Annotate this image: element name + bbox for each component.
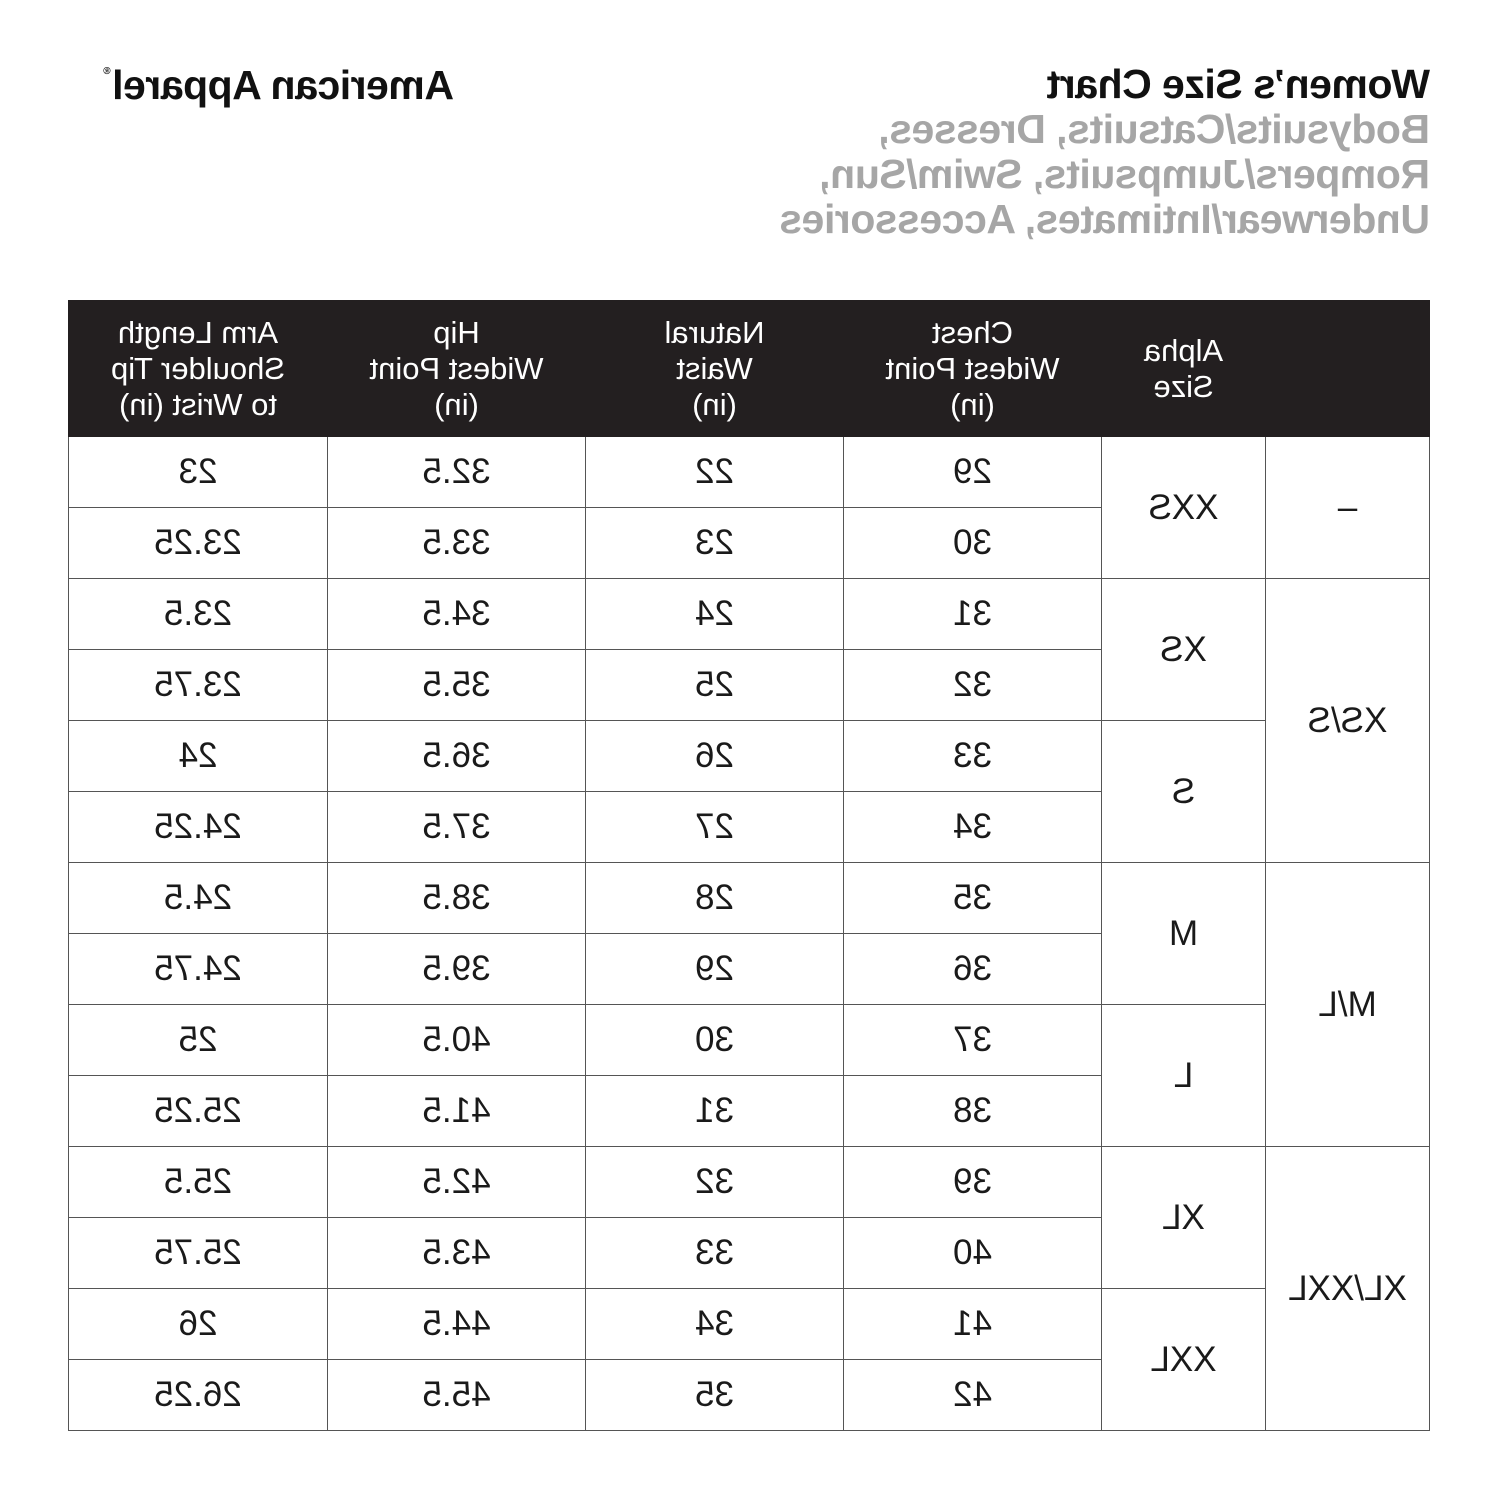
waist-cell: 29 xyxy=(586,934,844,1005)
hip-cell: 35.5 xyxy=(328,650,586,721)
waist-cell: 22 xyxy=(586,437,844,508)
title-block xyxy=(780,62,1430,242)
chest-cell: 35 xyxy=(844,863,1102,934)
waist-cell: 23 xyxy=(586,508,844,579)
alpha-size-cell: XS xyxy=(1102,579,1266,721)
chest-header xyxy=(844,301,1102,437)
chart-title: Women’s Size Chart xyxy=(1047,61,1430,107)
header-line: Arm Length xyxy=(117,314,279,350)
subtitle-line: Underwear/Intimates, Accessories xyxy=(779,196,1430,242)
chest-cell: 42 xyxy=(844,1360,1102,1431)
arm-length-header xyxy=(69,301,328,437)
arm-length-cell: 23 xyxy=(69,437,328,508)
waist-cell: 32 xyxy=(586,1147,844,1218)
waist-cell: 31 xyxy=(586,1076,844,1147)
hip-cell: 32.5 xyxy=(328,437,586,508)
header-line: (in) xyxy=(950,386,995,422)
waist-cell: 34 xyxy=(586,1289,844,1360)
hip-cell: 39.5 xyxy=(328,934,586,1005)
group-size-cell: XL/XXL xyxy=(1266,1147,1430,1431)
arm-length-cell: 26.25 xyxy=(69,1360,328,1431)
hip-cell: 43.5 xyxy=(328,1218,586,1289)
table-row xyxy=(69,863,1430,934)
arm-length-cell: 24.25 xyxy=(69,792,328,863)
chest-cell: 36 xyxy=(844,934,1102,1005)
hip-cell: 41.5 xyxy=(328,1076,586,1147)
brand-name: American Apparel xyxy=(112,62,454,108)
waist-cell: 33 xyxy=(586,1218,844,1289)
table-row xyxy=(69,1005,1430,1076)
chest-cell: 38 xyxy=(844,1076,1102,1147)
hip-cell: 34.5 xyxy=(328,579,586,650)
chest-cell: 33 xyxy=(844,721,1102,792)
group-size-cell: M/L xyxy=(1266,863,1430,1147)
header-line: Hip xyxy=(433,314,480,350)
chest-cell: 34 xyxy=(844,792,1102,863)
chest-cell: 30 xyxy=(844,508,1102,579)
subtitle-line: Bodysuits/Catsuits, Dresses, xyxy=(878,106,1430,152)
header-line: Waist xyxy=(676,350,753,386)
table-row xyxy=(69,1147,1430,1218)
header-line: Widest Point xyxy=(369,350,544,386)
alpha-size-cell: M xyxy=(1102,863,1266,1005)
size-table xyxy=(68,300,1430,1431)
table-row xyxy=(69,721,1430,792)
arm-length-cell: 25.75 xyxy=(69,1218,328,1289)
arm-length-cell: 24.5 xyxy=(69,863,328,934)
table-row xyxy=(69,579,1430,650)
hip-header xyxy=(328,301,586,437)
alpha-size-cell: L xyxy=(1102,1005,1266,1147)
chest-cell: 31 xyxy=(844,579,1102,650)
chest-cell: 40 xyxy=(844,1218,1102,1289)
table-row xyxy=(69,437,1430,508)
hip-cell: 38.5 xyxy=(328,863,586,934)
waist-cell: 26 xyxy=(586,721,844,792)
chest-cell: 32 xyxy=(844,650,1102,721)
arm-length-cell: 23.25 xyxy=(69,508,328,579)
waist-cell: 28 xyxy=(586,863,844,934)
header-line: Shoulder Tip xyxy=(110,350,286,386)
waist-cell: 27 xyxy=(586,792,844,863)
arm-length-cell: 25.5 xyxy=(69,1147,328,1218)
header-line: to Wrist (in) xyxy=(119,386,277,422)
waist-header xyxy=(586,301,844,437)
registered-mark: ® xyxy=(103,66,111,77)
alpha-size-cell: XXL xyxy=(1102,1289,1266,1431)
hip-cell: 37.5 xyxy=(328,792,586,863)
header-line: Natural xyxy=(664,314,765,350)
subtitle-line: Rompers/Jumpsuits, Swim/Sun, xyxy=(819,151,1430,197)
group-size-cell: XS/S xyxy=(1266,579,1430,863)
arm-length-cell: 25 xyxy=(69,1005,328,1076)
brand-logo xyxy=(104,62,454,109)
waist-cell: 35 xyxy=(586,1360,844,1431)
hip-cell: 42.5 xyxy=(328,1147,586,1218)
header-line: Widest Point xyxy=(885,350,1060,386)
hip-cell: 45.5 xyxy=(328,1360,586,1431)
chest-cell: 41 xyxy=(844,1289,1102,1360)
arm-length-cell: 24 xyxy=(69,721,328,792)
table-header-row xyxy=(69,301,1430,437)
alpha-size-header xyxy=(1102,301,1266,437)
arm-length-cell: 26 xyxy=(69,1289,328,1360)
header-line: (in) xyxy=(692,386,737,422)
header-line: Size xyxy=(1153,368,1214,404)
header-line: Chest xyxy=(932,314,1013,350)
arm-length-cell: 25.25 xyxy=(69,1076,328,1147)
hip-cell: 40.5 xyxy=(328,1005,586,1076)
arm-length-cell: 24.75 xyxy=(69,934,328,1005)
chest-cell: 39 xyxy=(844,1147,1102,1218)
waist-cell: 30 xyxy=(586,1005,844,1076)
group-size-cell: – xyxy=(1266,437,1430,579)
waist-cell: 25 xyxy=(586,650,844,721)
chest-cell: 29 xyxy=(844,437,1102,508)
alpha-size-cell: XXS xyxy=(1102,437,1266,579)
hip-cell: 44.5 xyxy=(328,1289,586,1360)
alpha-size-cell: XL xyxy=(1102,1147,1266,1289)
header-line: Alpha xyxy=(1143,332,1224,368)
header-line: (in) xyxy=(434,386,479,422)
hip-cell: 36.5 xyxy=(328,721,586,792)
table-row xyxy=(69,1289,1430,1360)
group-size-header xyxy=(1266,301,1430,437)
table-body xyxy=(69,437,1430,1431)
chest-cell: 37 xyxy=(844,1005,1102,1076)
alpha-size-cell: S xyxy=(1102,721,1266,863)
arm-length-cell: 23.75 xyxy=(69,650,328,721)
hip-cell: 33.5 xyxy=(328,508,586,579)
arm-length-cell: 23.5 xyxy=(69,579,328,650)
waist-cell: 24 xyxy=(586,579,844,650)
